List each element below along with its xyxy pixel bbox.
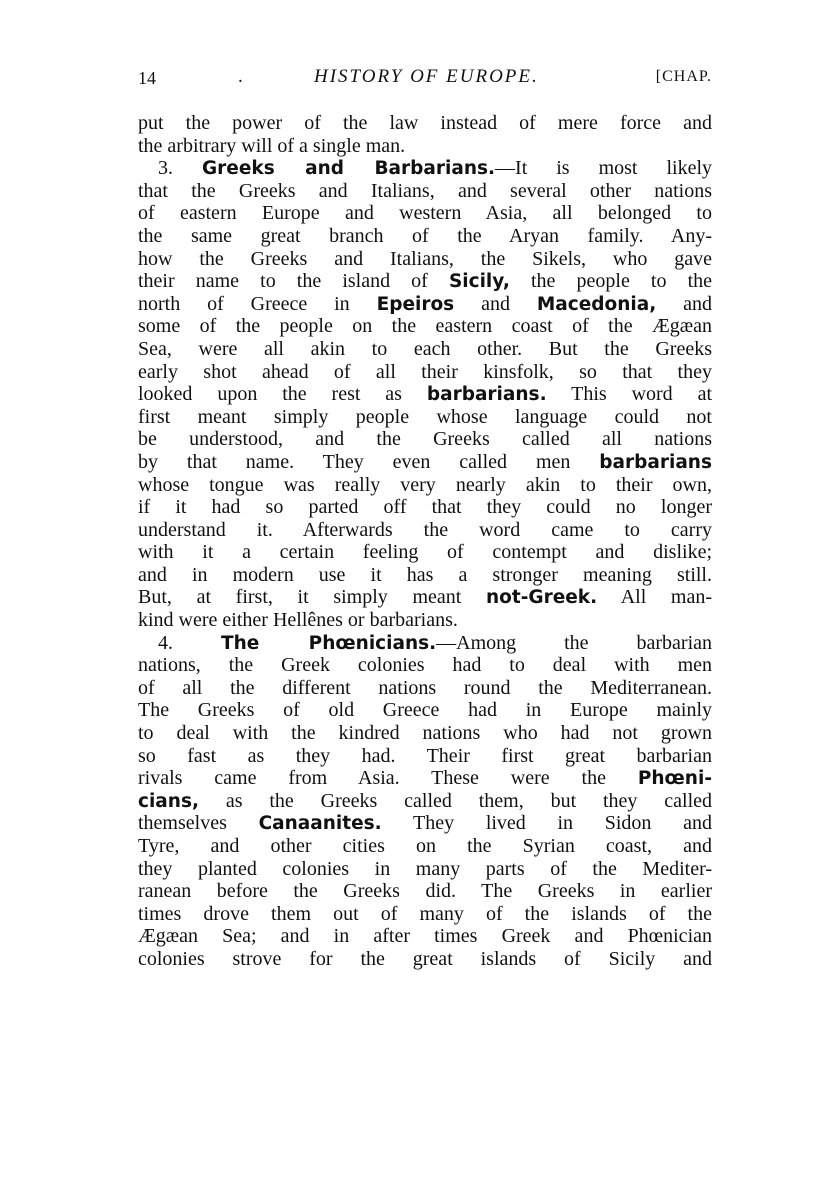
text-segment: so fast as they had. Their first great barbarian [138,744,712,767]
text-segment: All man- [597,586,712,609]
text-segment: be understood, and the Greeks called all nations [138,428,712,451]
heading-term: Sicily, [448,271,510,293]
paragraph [138,112,712,157]
text-segment: Tyre, and other cities on the Syrian coast, and [138,835,712,857]
text-segment: north of Greece in [138,292,377,315]
text-segment: whose tongue was really very nearly akin to their own, [138,473,712,496]
heading-term: Canaanites. [258,813,382,835]
heading-term: cians, [138,790,200,812]
header-separator: . [238,66,243,87]
text-line [138,202,712,225]
text-segment: to deal with the kindred nations who had not grown [138,722,712,745]
text-segment: they planted colonies in many parts of the Mediter- [138,857,712,880]
text-line [138,180,712,203]
running-head [138,66,712,96]
text-segment: the people to the [509,270,712,293]
text-segment: ranean before the Greeks did. The Greeks in earlier [138,880,712,903]
text-line [138,903,712,926]
text-segment: put the power of the law instead of mere force and [138,112,712,134]
text-line [138,699,712,722]
text-line [138,248,712,271]
text-line [138,157,712,180]
text-segment: of all the different nations round the Mediterranean. [138,676,712,699]
text-line [138,858,712,881]
heading-term: Macedonia, [536,293,657,315]
text-line [138,541,712,564]
text-line [138,586,712,609]
text-segment: nations, the Greek colonies had to deal with men [138,654,712,677]
text-line [138,767,712,790]
text-segment: as the Greeks called them, but they called [199,789,712,812]
text-line [138,564,712,587]
heading-term: Greeks and Barbarians. [201,158,496,180]
heading-term: not-Greek. [485,587,598,609]
heading-term: The Phœnicians. [220,632,437,654]
text-line [138,835,712,858]
heading-term: barbarians. [426,384,547,406]
text-line [138,338,712,361]
text-line [138,293,712,316]
text-line [138,654,712,677]
text-segment: —It is most likely [495,157,712,180]
text-line [138,948,712,971]
text-segment: colonies strove for the great islands of Sicily and [138,947,712,970]
text-segment: that the Greeks and Italians, and several other nations [138,179,712,202]
text-segment: —Among the barbarian [436,631,712,654]
running-title: HISTORY OF EUROPE. [314,66,539,87]
heading-term: Epeiros [376,293,455,315]
text-line [138,790,712,813]
text-segment: of eastern Europe and western Asia, all belonged to [138,202,712,225]
text-line [138,451,712,474]
text-line [138,519,712,542]
text-line [138,225,712,248]
text-segment: The Greeks of old Greece had in Europe mainly [138,699,712,722]
text-segment: the arbitrary will of a single man. [138,134,406,157]
text-line [138,496,712,519]
text-segment: kind were either Hellênes or barbarians. [138,609,458,632]
text-segment: They lived in Sidon and [381,812,712,835]
text-segment: 3. [158,157,202,180]
body-text [138,112,712,971]
text-segment: if it had so parted off that they could no longer [138,496,712,519]
text-segment: looked upon the rest as [138,383,427,406]
text-line [138,135,712,158]
paragraph [138,157,712,631]
text-line [138,112,712,135]
text-line [138,677,712,700]
text-line [138,722,712,745]
text-segment: Sea, were all akin to each other. But the Greeks [138,337,712,360]
text-segment: and [656,292,712,315]
text-line [138,925,712,948]
text-segment: rivals came from Asia. These were the [138,767,638,790]
page-number: 14 [138,68,156,88]
text-segment: early shot ahead of all their kinsfolk, so that they [138,360,712,383]
chapter-marker: [CHAP. [655,68,712,85]
text-segment: how the Greeks and Italians, the Sikels, who gave [138,247,712,270]
text-line [138,270,712,293]
text-segment: by that name. They even called men [138,450,600,473]
text-segment: some of the people on the eastern coast of the Ægæan [138,315,712,338]
text-segment: and [454,292,537,315]
text-segment: their name to the island of [138,270,449,293]
text-segment: themselves [138,812,259,835]
text-line [138,315,712,338]
text-segment: But, at first, it simply meant [138,586,486,609]
text-segment: times drove them out of many of the islands of the [138,902,712,925]
text-line [138,812,712,835]
text-segment: 4. [158,631,221,654]
text-line [138,428,712,451]
text-segment: Ægæan Sea; and in after times Greek and Phœnician [138,925,712,948]
text-segment: understand it. Afterwards the word came to carry [138,518,712,541]
heading-term: Phœni- [637,768,712,790]
text-line [138,609,712,632]
text-segment: with it a certain feeling of contempt and dislike; [138,541,712,564]
text-segment: the same great branch of the Aryan family. Any- [138,224,712,247]
text-line [138,632,712,655]
text-line [138,361,712,384]
text-line [138,383,712,406]
paragraph [138,632,712,971]
text-line [138,474,712,497]
text-line [138,880,712,903]
text-segment: This word at [546,383,712,406]
text-line [138,406,712,429]
text-line [138,745,712,768]
text-segment: and in modern use it has a stronger meaning still. [138,563,712,586]
heading-term: barbarians [599,451,712,473]
text-segment: first meant simply people whose language could not [138,405,712,428]
